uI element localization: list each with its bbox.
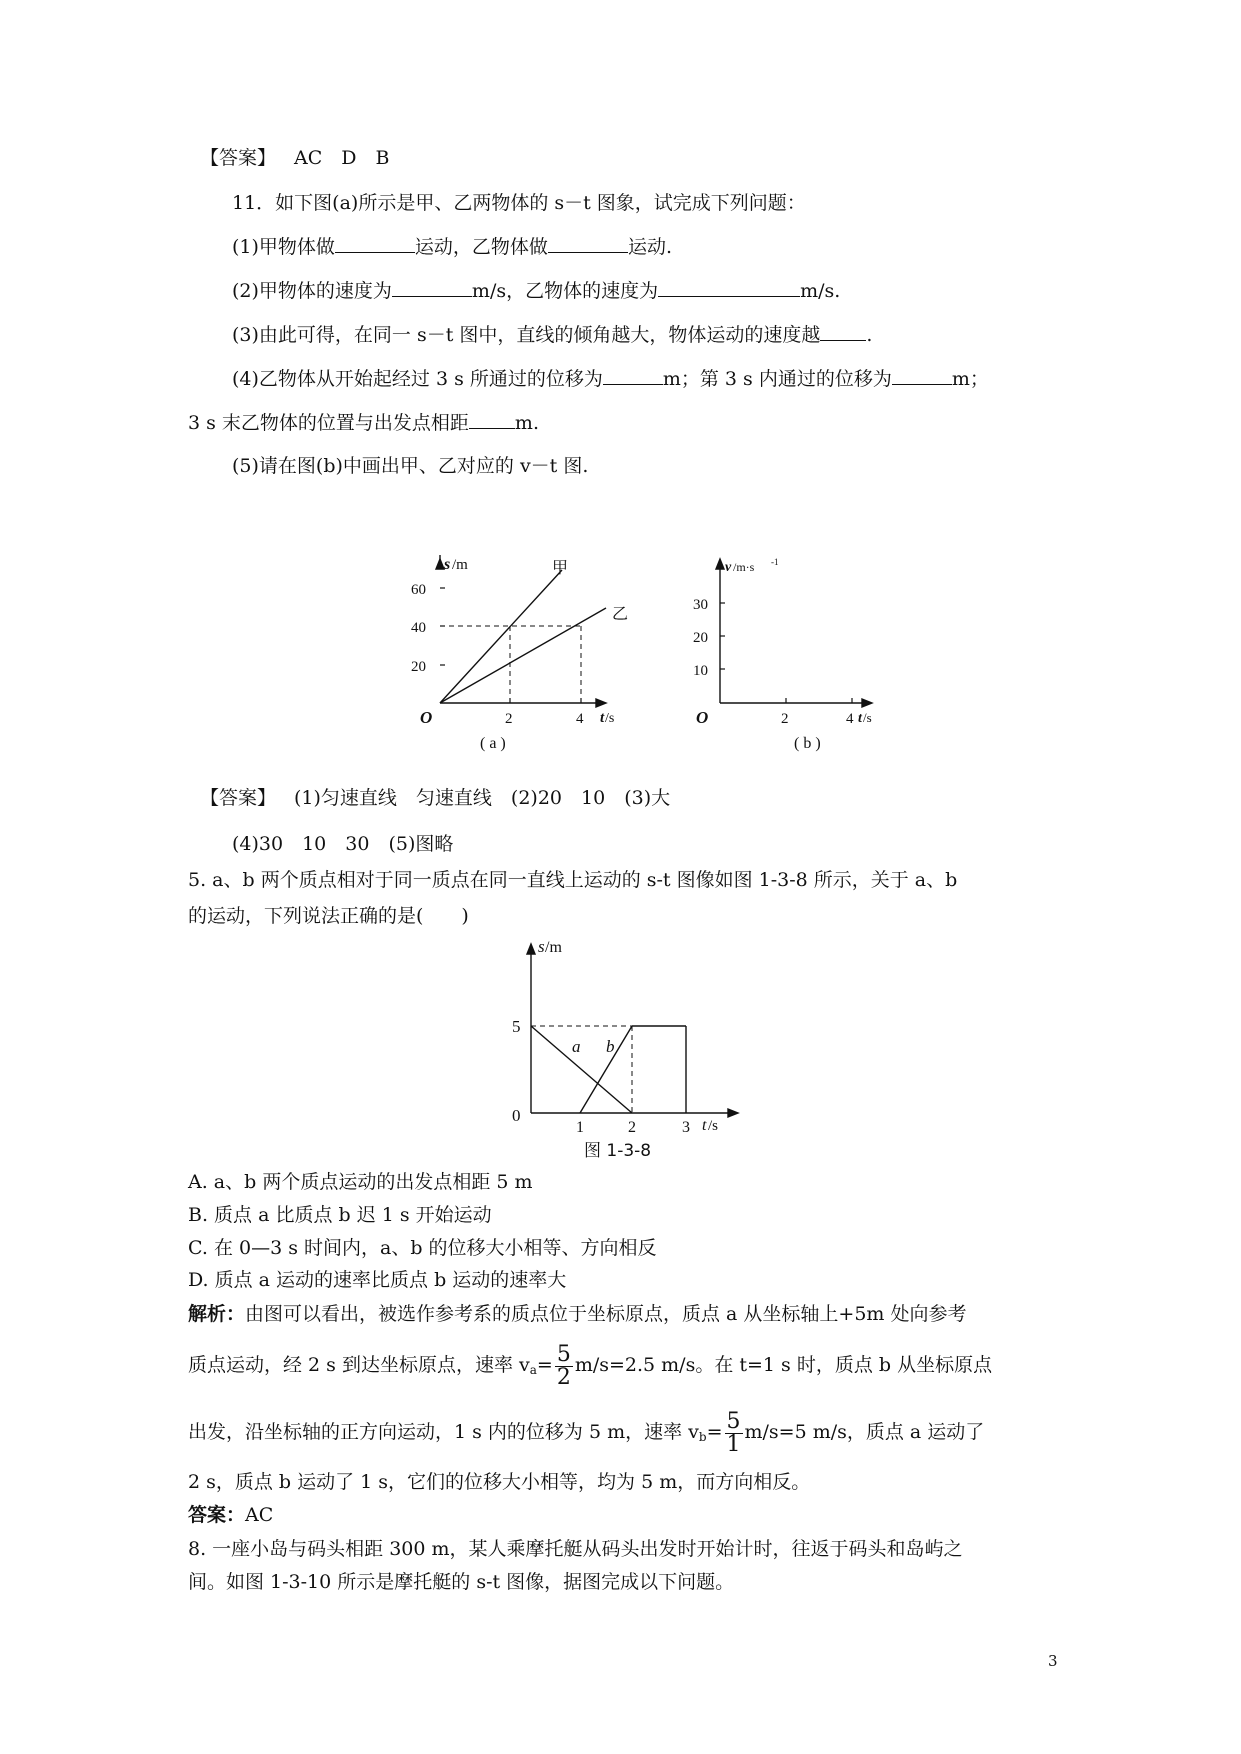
subscript-a: a	[529, 1363, 537, 1377]
option-d: D. 质点 a 运动的速率比质点 b 运动的速率大	[188, 1269, 567, 1291]
analysis-line-2	[188, 1340, 992, 1395]
q11-part4	[232, 366, 989, 391]
y-axis-unit: /m·s	[733, 560, 755, 574]
x-axis-label-t: t	[858, 711, 862, 726]
blank-field[interactable]	[820, 322, 866, 341]
y-tick-5: 5	[512, 1017, 521, 1036]
x-axis-label-t: t	[702, 1117, 707, 1134]
x-tick-4: 4	[576, 711, 584, 727]
option-b: B. 质点 a 比质点 b 迟 1 s 开始运动	[188, 1204, 492, 1226]
caption-1-3-8: 图 1-3-8	[584, 1141, 652, 1161]
y-axis-arrow	[436, 559, 444, 569]
q11-p1-text-c: 运动.	[627, 236, 672, 258]
q11-p4-text-a: (4)乙物体从开始起经过 3 s 所通过的位移为	[232, 368, 603, 390]
x-tick-3: 3	[682, 1119, 690, 1136]
figure-a	[400, 555, 630, 755]
x-axis-unit: /s	[863, 710, 872, 725]
x-axis-arrow	[596, 699, 606, 707]
blank-field[interactable]	[658, 278, 800, 297]
fraction-5-1	[725, 1408, 743, 1457]
analysis-line-1	[188, 1302, 967, 1326]
equals-sign: =	[536, 1354, 553, 1376]
origin-label: O	[420, 708, 433, 727]
fraction-5-2	[555, 1341, 573, 1390]
fraction-denominator: 2	[556, 1364, 571, 1390]
y-tick-60: 60	[411, 582, 426, 598]
subscript-b: b	[698, 1430, 707, 1444]
q11-p4-text-e: m.	[514, 412, 539, 434]
blank-field[interactable]	[603, 366, 663, 385]
answer2-line-1	[200, 786, 670, 810]
q11-part4-cont	[188, 410, 539, 435]
label-b: b	[606, 1037, 615, 1056]
q11-p3-text-a: (3)由此可得，在同一 s－t 图中，直线的倾角越大，物体运动的速度越	[232, 324, 821, 346]
x-axis-unit: /s	[605, 711, 615, 726]
option-a: A. a、b 两个质点运动的出发点相距 5 m	[188, 1171, 533, 1193]
blank-field[interactable]	[469, 410, 515, 429]
answer-label: 【答案】	[200, 147, 277, 169]
equals-sign: =	[706, 1421, 723, 1443]
x-tick-2: 2	[505, 711, 513, 727]
label-jia: 甲	[552, 558, 569, 577]
x-axis-arrow	[862, 699, 872, 707]
y-tick-40: 40	[411, 620, 426, 636]
x-tick-4: 4	[846, 711, 854, 727]
analysis-line-4: 2 s，质点 b 运动了 1 s，它们的位移大小相等，均为 5 m，而方向相反。	[188, 1471, 811, 1493]
answer-label: 答案：	[188, 1504, 246, 1526]
answer3-line	[188, 1503, 273, 1527]
blank-field[interactable]	[548, 234, 628, 253]
answer-line-1	[200, 146, 389, 170]
line-a	[531, 1026, 632, 1113]
line-jia	[440, 570, 562, 703]
y-axis-arrow	[716, 559, 724, 569]
x-tick-2: 2	[628, 1119, 636, 1136]
q8-line-2: 间。如图 1-3-10 所示是摩托艇的 s-t 图像，据图完成以下问题。	[188, 1571, 735, 1593]
caption-a: ( a )	[480, 735, 506, 752]
label-yi: 乙	[612, 604, 629, 623]
answer-text: (1)匀速直线 匀速直线 (2)20 10 (3)大	[294, 787, 671, 809]
q11-p2-text-a: (2)甲物体的速度为	[232, 280, 392, 302]
x-tick-2: 2	[781, 711, 789, 727]
answer-label: 【答案】	[200, 787, 277, 809]
q11-stem: 11．如下图(a)所示是甲、乙两物体的 s－t 图象，试完成下列问题：	[232, 192, 806, 214]
q11-p4-text-d: 3 s 末乙物体的位置与出发点相距	[188, 412, 469, 434]
y-tick-30: 30	[693, 597, 708, 613]
q11-p2-text-b: m/s，乙物体的速度为	[471, 280, 659, 302]
y-tick-20: 20	[411, 659, 426, 675]
figure-1-3-8	[500, 930, 760, 1160]
q11-p4-text-c: m；	[951, 368, 989, 390]
analysis-line-3	[188, 1407, 984, 1462]
y-tick-10: 10	[693, 663, 708, 679]
q11-part5: (5)请在图(b)中画出甲、乙对应的 v－t 图.	[232, 455, 589, 477]
blank-field[interactable]	[892, 366, 952, 385]
q11-part1	[232, 234, 672, 259]
y-axis-unit: /m	[545, 939, 562, 956]
x-axis-label-t: t	[600, 710, 605, 726]
page-number: 3	[1048, 1652, 1058, 1670]
label-a: a	[572, 1037, 581, 1056]
y-axis-label-s: s	[538, 937, 545, 956]
analysis-label: 解析：	[188, 1303, 246, 1325]
x-axis-unit: /s	[708, 1118, 719, 1134]
answer-text: AC	[245, 1504, 274, 1526]
q11-p1-text-b: 运动，乙物体做	[414, 236, 548, 258]
q5-stem-2: 的运动，下列说法正确的是( )	[188, 905, 469, 927]
analysis-text-2a: 质点运动，经 2 s 到达坐标原点，速率 v	[188, 1354, 530, 1376]
y-axis-unit: /m	[452, 557, 468, 573]
fraction-denominator: 1	[726, 1431, 741, 1457]
y-axis-label-s: s	[444, 556, 451, 573]
blank-field[interactable]	[392, 278, 472, 297]
q11-p2-text-c: m/s.	[800, 280, 841, 302]
x-axis-arrow	[728, 1109, 738, 1117]
q5-stem-1: 5. a、b 两个质点相对于同一质点在同一直线上运动的 s-t 图像如图 1-3-8 所示，关于 a、b	[188, 869, 958, 891]
answer2-line-2: (4)30 10 30 (5)图略	[232, 833, 454, 855]
q11-part2	[232, 278, 840, 303]
analysis-text-3b: m/s=5 m/s，质点 a 运动了	[744, 1421, 985, 1443]
analysis-text-2b: m/s=2.5 m/s。在 t=1 s 时，质点 b 从坐标原点	[574, 1354, 993, 1376]
q11-p3-text-b: .	[866, 324, 873, 346]
analysis-text-3a: 出发，沿坐标轴的正方向运动，1 s 内的位移为 5 m，速率 v	[188, 1421, 699, 1443]
y-axis-label-v: v	[725, 560, 732, 575]
q11-p1-text-a: (1)甲物体做	[232, 236, 335, 258]
q8-line-1: 8. 一座小岛与码头相距 300 m，某人乘摩托艇从码头出发时开始计时，往返于码头和岛屿之	[188, 1538, 963, 1560]
analysis-text-1: 由图可以看出，被选作参考系的质点位于坐标原点，质点 a 从坐标轴上+5m 处向参考	[245, 1303, 967, 1325]
origin-label: O	[696, 708, 709, 727]
answer-text: AC D B	[294, 147, 390, 169]
fraction-numerator: 5	[556, 1341, 571, 1367]
y-tick-0: 0	[512, 1106, 521, 1125]
q11-p4-text-b: m；第 3 s 内通过的位移为	[662, 368, 892, 390]
figure-b	[680, 555, 910, 755]
q11-part3	[232, 322, 872, 347]
x-tick-1: 1	[576, 1119, 584, 1136]
caption-b: ( b )	[794, 735, 821, 752]
option-c: C. 在 0—3 s 时间内，a、b 的位移大小相等、方向相反	[188, 1237, 657, 1259]
fraction-numerator: 5	[726, 1408, 741, 1434]
blank-field[interactable]	[335, 234, 415, 253]
y-axis-arrow	[527, 944, 535, 954]
y-tick-20: 20	[693, 630, 708, 646]
y-axis-unit-sup: -1	[771, 557, 779, 567]
